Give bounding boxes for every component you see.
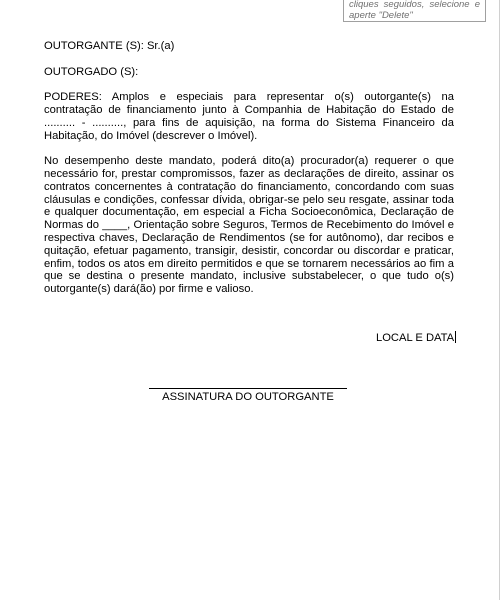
desempenho-paragraph[interactable]: No desempenho deste mandato, poderá dito(a) procurador(a) requerer o que necessário for, prestar compromissos, fazer as declarações de direito, assinar os contratos concernentes à contratação do financiamento, concordando com suas cláusulas e condições, confessar dívida, obrigar-se pelo seu resgate, assinar toda e qualquer documentação, em especial a Ficha Socioeconômica, Declaração de Normas do ____, Orientação sobre Seguros, Termos de Recebimento do Imóvel e respectiva chaves, Declaração de Rendimentos (se for autônomo), dar recibos e quitação, efetuar pagamento, transigir, desistir, concordar ou discordar e praticar, enfim, todos os atos em direito permitidos e que se tornarem necessários ao fim a que se destina o presente mandato, inclusive substabelecer, o que tudo o(s) outorgante(s) dará(ão) por firme e valioso. [44, 155, 454, 296]
text-cursor [455, 331, 456, 343]
local-e-data-text: LOCAL E DATA [376, 332, 455, 344]
signature-line [149, 388, 347, 389]
document-body[interactable] [44, 40, 454, 296]
tip-text-line-1: cliques seguidos, selecione e [349, 0, 480, 10]
outorgado-line[interactable]: OUTORGADO (S): [44, 65, 139, 78]
poderes-paragraph[interactable]: PODERES: Amplos e especiais para representar o(s) outorgante(s) na contratação de financiamento junto à Companhia de Habitação do Estado de .......... - .........., para fins de aquisição, na forma do Sistema Financeiro da Habitação, do Imóvel (descrever o Imóvel). [44, 91, 454, 142]
outorgante-line[interactable]: OUTORGANTE (S): Sr.(a) [44, 40, 175, 52]
local-e-data[interactable] [376, 331, 456, 345]
signature-label[interactable]: ASSINATURA DO OUTORGANTE [162, 391, 334, 403]
tip-text-line-2: aperte "Delete" [349, 10, 413, 21]
instruction-tip-box [343, 0, 486, 22]
